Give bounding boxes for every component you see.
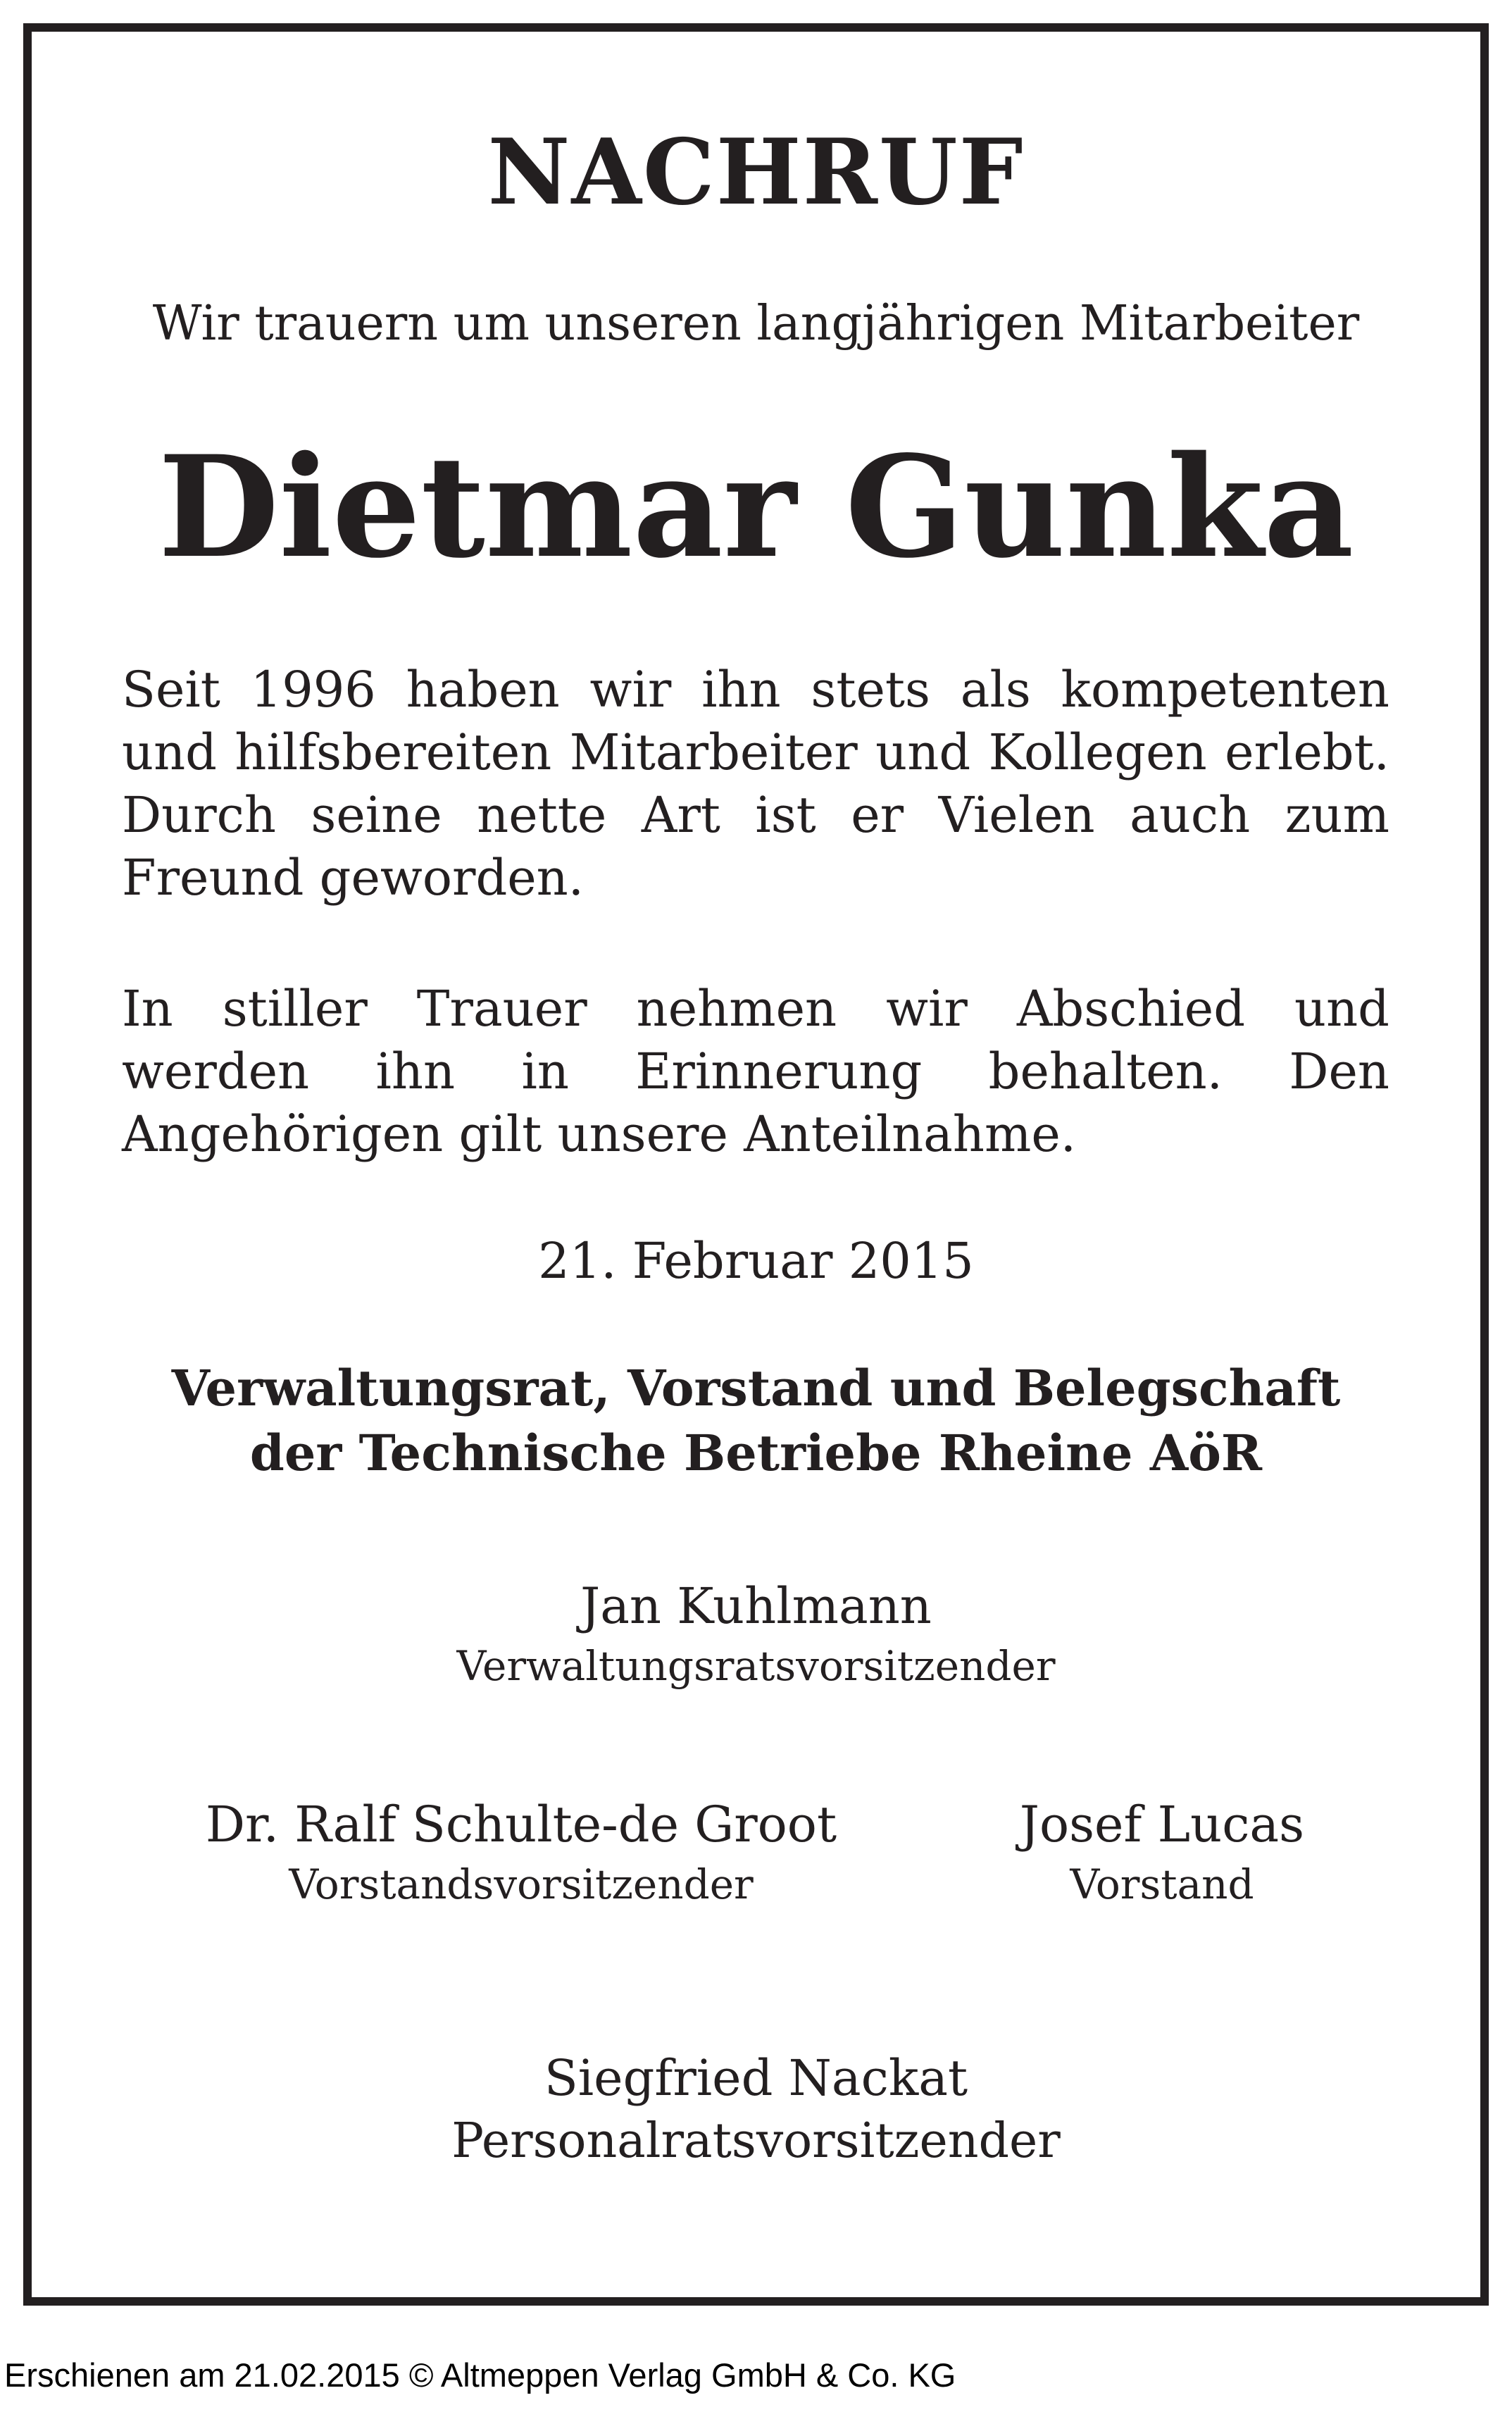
deceased-name: Dietmar Gunka — [158, 425, 1354, 589]
paragraph-tribute: Seit 1996 haben wir ihn stets als kompetenten und hilfsbereiten Mitarbeiter und Kollegen erlebt. Durch seine nette Art ist er Vielen auch zum Freund geworden. — [122, 661, 1389, 907]
organization-block — [0, 1356, 1512, 1486]
signatory-role: Verwaltungsratsvorsitzender — [456, 1642, 1056, 1690]
signatory-executive-board — [986, 1793, 1338, 1913]
notice-date: 21. Februar 2015 — [538, 1232, 974, 1290]
intro-text: Wir trauern um unseren langjährigen Mitarbeiter — [152, 296, 1360, 352]
organization-line-1: Verwaltungsrat, Vorstand und Belegschaft — [171, 1359, 1341, 1417]
organization-line-2: der Technische Betriebe Rheine AöR — [249, 1424, 1263, 1482]
signatory-name: Jan Kuhlmann — [580, 1577, 932, 1635]
signatory-name: Dr. Ralf Schulte-de Groot — [205, 1796, 837, 1853]
signatory-staff-council — [0, 2046, 1512, 2173]
publication-footer: Erschienen am 21.02.2015 © Altmeppen Verlag GmbH & Co. KG — [4, 2356, 956, 2394]
signatory-role: Vorstand — [1070, 1860, 1254, 1908]
paragraph-condolence: In stiller Trauer nehmen wir Abschied und werden ihn in Erinnerung behalten. Den Angehörigen gilt unsere Anteilnahme. — [122, 980, 1389, 1163]
signatory-chair-admin-board — [0, 1574, 1512, 1694]
signatory-name: Siegfried Nackat — [544, 2049, 968, 2107]
signatory-role: Personalratsvorsitzender — [451, 2113, 1061, 2169]
signatory-role: Vorstandsvorsitzender — [289, 1860, 754, 1908]
signatory-chair-executive-board — [169, 1793, 873, 1913]
signatory-name: Josef Lucas — [1019, 1796, 1305, 1853]
notice-title: NACHRUF — [487, 120, 1025, 225]
